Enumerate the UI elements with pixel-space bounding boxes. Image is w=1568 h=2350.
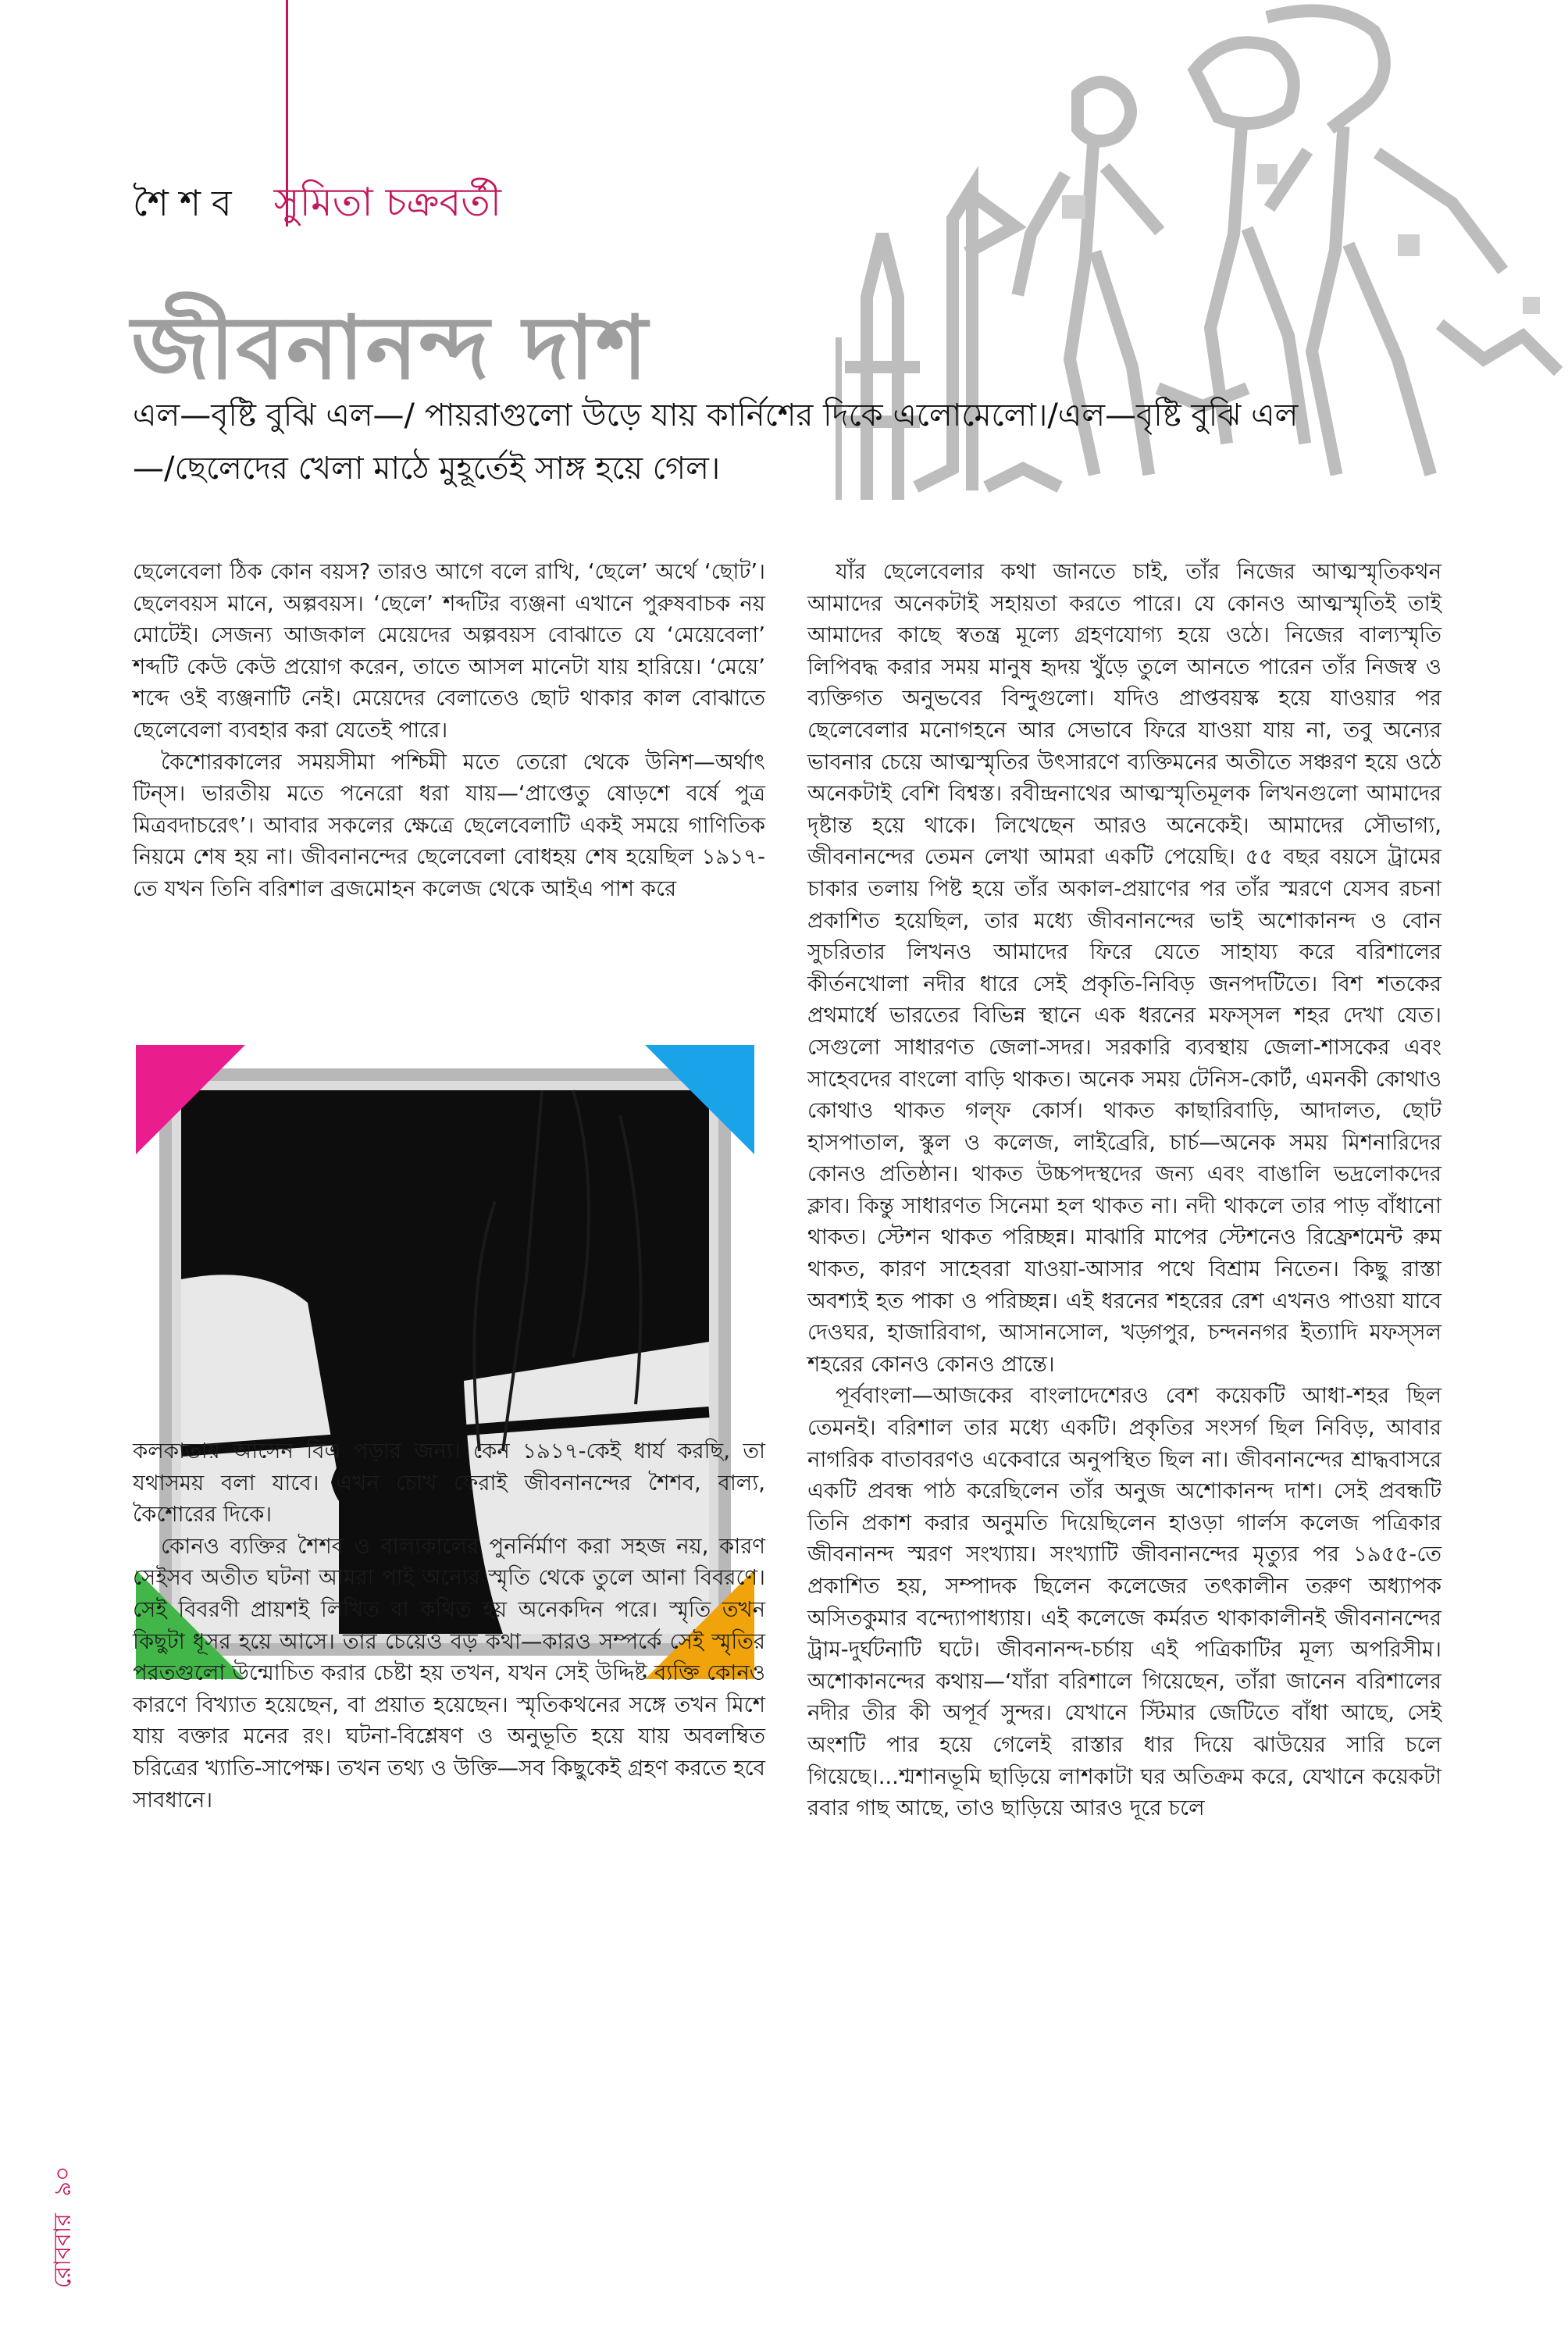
right-column bbox=[807, 556, 1441, 1824]
paragraph: কলকাতায় আসেন বিএ পড়ার জন্য। কেন ১৯১৭-কেই ধার্য করছি, তা যথাসময় বলা যাবে। এখন চোখ ফেরাই জীবনানন্দের শৈশব, বাল্য, কৈশোরের দিকে। bbox=[133, 1439, 765, 1528]
kicker bbox=[133, 173, 501, 228]
lead-quote: এল—বৃষ্টি বুঝি এল—/ পায়রাগুলো উড়ে যায় কার্নিশের দিকে এলোমেলো।/এল—বৃষ্টি বুঝি এল—/ছেলেদের খেলা মাঠে মুহূর্তেই সাঙ্গ হয়ে গেল। bbox=[133, 398, 1299, 487]
paragraph: কোনও ব্যক্তির শৈশব ও বাল্যকালের পুনর্নির্মাণ করা সহজ নয়, কারণ সেইসব অতীত ঘটনা আমরা পাই অন্যের স্মৃতি থেকে তুলে আনা বিবরণে। সেই বিবরণী প্রায়শই লিখিত বা কথিত হয় অনেকদিন পরে। স্মৃতি তখন কিছুটা ধূসর হয়ে আসে। তার চেয়েও বড় কথা—কারও সম্পর্কে সেই স্মৃতির পরতগুলো উন্মোচিত করার চেষ্টা হয় তখন, যখন সেই উদ্দিষ্ট ব্যক্তি কোনও কারণে বিখ্যাত হয়েছেন, বা প্রয়াত হয়েছেন। স্মৃতিকথনের সঙ্গে তখন মিশে যায় বক্তার মনের রং। ঘটনা-বিশ্লেষণ ও অনুভূতি হয়ে যায় অবলম্বিত চরিত্রের খ্যাতি-সাপেক্ষ। তখন তথ্য ও উক্তি—সব কিছুকেই গ্রহণ করতে হবে সাবধানে। bbox=[133, 1533, 765, 1813]
section-label: শৈশব bbox=[133, 182, 243, 224]
figure-head bbox=[1078, 82, 1131, 141]
author-name: সুমিতা চক্রবর্তী bbox=[273, 180, 502, 225]
left-column-top bbox=[133, 556, 765, 905]
paragraph: কৈশোরকালের সময়সীমা পশ্চিমী মতে তেরো থেকে উনিশ—অর্থাৎ টিন্‌স। ভারতীয় মতে পনেরো ধরা যায়—‘প্রাপ্তেতু ষোড়শে বর্ষে পুত্র মিত্রবদাচরেৎ’। আবার সকলের ক্ষেত্রে ছেলেবেলাটি একই সময়ে গাণিতিক নিয়মে শেষ হয় না। জীবনানন্দের ছেলেবেলা বোধহয় শেষ হয়েছিল ১৯১৭-তে যখন তিনি বরিশাল ব্রজমোহন কলেজ থেকে আইএ পাশ করে bbox=[133, 749, 765, 901]
paragraph: যাঁর ছেলেবেলার কথা জানতে চাই, তাঁর নিজের আত্মস্মৃতিকথন আমাদের অনেকটাই সহায়তা করতে পারে। যে কোনও আত্মস্মৃতিই তাই আমাদের কাছে স্বতন্ত্র মূল্যে গ্রহণযোগ্য হয়ে ওঠে। নিজের বাল্যস্মৃতি লিপিবদ্ধ করার সময় মানুষ হৃদয় খুঁড়ে তুলে আনতে পারেন তাঁর নিজস্ব ও ব্যক্তিগত অনুভবের বিন্দুগুলো। যদিও প্রাপ্তবয়স্ক হয়ে যাওয়ার পর ছেলেবেলার মনোগহনে আর সেভাবে ফিরে যাওয়া যায় না, তবু অন্যের ভাবনার চেয়ে আত্মস্মৃতির উৎসারণে ব্যক্তিমনের অতীতে সঞ্চরণ হয়ে ওঠে অনেকটাই বেশি বিশ্বস্ত। রবীন্দ্রনাথের আত্মস্মৃতিমূলক লিখনগুলো আমাদের দৃষ্টান্ত হয়ে থাকে। লিখেছেন আরও অনেকেই। আমাদের সৌভাগ্য, জীবনানন্দের তেমন লেখা আমরা একটি পেয়েছি। ৫৫ বছর বয়সে ট্রামের চাকার তলায় পিষ্ট হয়ে তাঁর অকাল-প্রয়াণের পর তাঁর স্মরণে যেসব রচনা প্রকাশিত হয়েছিল, তার মধ্যে জীবনানন্দের ভাই অশোকানন্দ ও বোন সুচরিতার লিখনও আমাদের ফিরে যেতে সাহায্য করে বরিশালের কীর্তনখোলা নদীর ধারে সেই প্রকৃতি-নিবিড় জনপদটিতে। বিশ শতকের প্রথমার্ধে ভারতের বিভিন্ন স্থানে এক ধরনের মফস্‌সল শহর দেখা যেত। সেগুলো সাধারণত জেলা-সদর। সরকারি ব্যবস্থায় জেলা-শাসকের এবং সাহেবদের বাংলো বাড়ি থাকত। অনেক সময় টেনিস-কোর্ট, এমনকী কোথাও কোথাও থাকত গল্‌ফ কোর্স। থাকত কাছারিবাড়ি, আদালত, ছোট হাসপাতাল, স্কুল ও কলেজ, লাইব্রেরি, চার্চ—অনেক সময় মিশনারিদের কোনও প্রতিষ্ঠান। থাকত উচ্চপদস্থদের জন্য এবং বাঙালি ভদ্রলোকদের ক্লাব। কিন্তু সাধারণত সিনেমা হল থাকত না। নদী থাকলে তার পাড় বাঁধানো থাকত। স্টেশন থাকত পরিচ্ছন্ন। মাঝারি মাপের স্টেশনেও রিফ্রেশমেন্ট রুম থাকত, কারণ সাহেবরা যাওয়া-আসার পথে বিশ্রাম নিতেন। কিছু রাস্তা অবশ্যই হত পাকা ও পরিচ্ছন্ন। এই ধরনের শহরের রেশ এখনও পাওয়া যাবে দেওঘর, হাজারিবাগ, আসানসোল, খড়্গপুর, চন্দননগর ইত্যাদি মফস্‌সল শহরের কোনও কোনও প্রান্তে। bbox=[807, 559, 1441, 1377]
folio-page: ৯০ bbox=[49, 2166, 77, 2197]
folio-magazine: রোববার bbox=[49, 2213, 77, 2288]
paragraph: পূর্ববাংলা—আজকের বাংলাদেশেরও বেশ কয়েকটি আধা-শহর ছিল তেমনই। বরিশাল তার মধ্যে একটি। প্রকৃতির সংসর্গ ছিল নিবিড়, আবার নাগরিক বাতাবরণও একেবারে অনুপস্থিত ছিল না। জীবনানন্দের শ্রাদ্ধবাসরে একটি প্রবন্ধ পাঠ করেছিলেন তাঁর অনুজ অশোকানন্দ দাশ। সেই প্রবন্ধটি তিনি প্রকাশ করার অনুমতি দিয়েছিলেন হাওড়া গার্লস কলেজ পত্রিকার জীবনানন্দ স্মরণ সংখ্যায়। সংখ্যাটি জীবনানন্দের মৃত্যুর পর ১৯৫৫-তে প্রকাশিত হয়, সম্পাদক ছিলেন কলেজের তৎকালীন তরুণ অধ্যাপক অসিতকুমার বন্দ্যোপাধ্যায়। এই কলেজে কর্মরত থাকাকালীনই জীবনানন্দের ট্রাম-দুর্ঘটনাটি ঘটে। জীবনানন্দ-চর্চায় এই পত্রিকাটির মূল্য অপরিসীম। অশোকানন্দের কথায়—‘যাঁরা বরিশালে গিয়েছেন, তাঁরা জানেন বরিশালের নদীর তীর কী অপূর্ব সুন্দর। যেখানে স্টিমার জেটিতে বাঁধা আছে, সেই অংশটি পার হয়ে গেলেই রাস্তার ধার দিয়ে ঝাউয়ের সারি চলে গিয়েছে।...শ্মশানভূমি ছাড়িয়ে লাশকাটা ঘর অতিক্রম করে, যেখানে কয়েকটা রবার গাছ আছে, তাও ছাড়িয়ে আরও দূরে চলে bbox=[807, 1383, 1441, 1821]
page-folio bbox=[37, 2093, 84, 2296]
paragraph: ছেলেবেলা ঠিক কোন বয়স? তারও আগে বলে রাখি, ‘ছেলে’ অর্থে ‘ছোট’। ছেলেবয়স মানে, অল্পবয়স। ‘ছেলে’ শব্দটির ব্যঞ্জনা এখানে পুরুষবাচক নয় মোটেই। সেজন্য আজকাল মেয়েদের অল্পবয়স বোঝাতে যে ‘মেয়েবেলা’ শব্দটি কেউ কেউ প্রয়োগ করেন, তাতে আসল মানেটা যায় হারিয়ে। ‘মেয়ে’ শব্দে ওই ব্যঞ্জনাটি নেই। মেয়েদের বেলাতেও ছোট থাকার কাল বোঝাতে ছেলেবেলা ব্যবহার করা যেতেই পারে। bbox=[133, 559, 765, 743]
folio-text bbox=[49, 2166, 77, 2288]
figure-head-2 bbox=[1195, 42, 1294, 123]
article-title: জীবনানন্দ দাশ bbox=[131, 298, 650, 399]
left-column-bottom bbox=[133, 1435, 765, 1816]
